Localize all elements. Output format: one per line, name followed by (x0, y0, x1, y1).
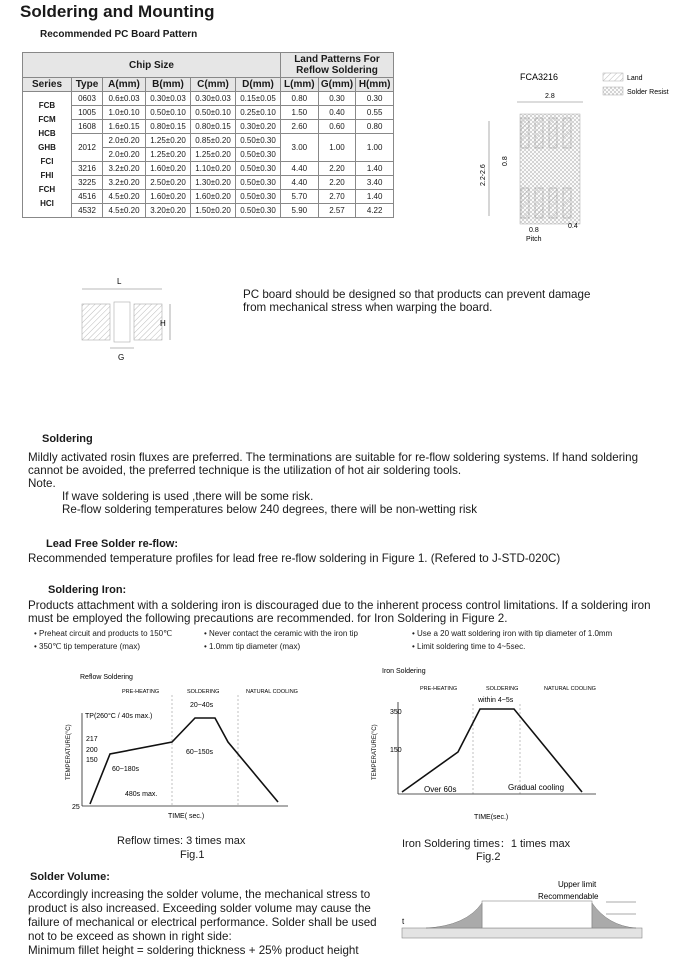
pad-left (82, 304, 110, 340)
soldering-note-2: Re-flow soldering temperatures below 240 degrees, there will be non-wetting risk (62, 503, 478, 516)
series-name: FHI (40, 170, 54, 180)
fig1-number: Fig.1 (180, 849, 205, 861)
iron-bullet: • Limit soldering time to 4~5sec. (412, 642, 526, 651)
series-name: FCH (38, 184, 56, 194)
table-cell: 4.5±0.20 (103, 204, 146, 218)
fig1-20-40s: 20~40s (190, 702, 214, 709)
fig2-phase-soldering: SOLDERING (486, 686, 519, 692)
fig1-60-150s: 60~150s (186, 749, 214, 756)
col-g: G(mm) (318, 78, 356, 92)
fca3216-diagram (465, 66, 675, 246)
volume-line: failure of mechanical or electrical performance. Solder shall be used (28, 916, 377, 929)
fig1-60-180s: 60~180s (112, 766, 140, 773)
series-name: FCB (38, 100, 56, 110)
volume-line: Accordingly increasing the solder volume, the mechanical stress to (28, 888, 371, 901)
fig2-number: Fig.2 (476, 851, 501, 863)
col-series: Series (23, 78, 72, 92)
table-cell: 0.50±0.30 (236, 204, 281, 218)
fig2-title: Iron Soldering (382, 668, 426, 675)
iron-bullet: • 350℃ tip temperature (max) (34, 642, 141, 651)
col-d: D(mm) (236, 78, 281, 92)
dim-l: L (117, 277, 122, 286)
table-cell: 1.25±0.20 (146, 148, 191, 162)
legend-resist: Solder Resist (627, 89, 669, 96)
fig2-y150: 150 (390, 747, 402, 754)
fig1-y200: 200 (86, 747, 98, 754)
table-cell: 0.15±0.05 (236, 92, 281, 106)
fig2-gradual: Gradual cooling (508, 783, 565, 792)
series-name: HCI (40, 198, 54, 208)
table-cell: 3.2±0.20 (103, 176, 146, 190)
iron-heading: Soldering Iron: (48, 584, 127, 596)
table-cell: 1.60±0.20 (191, 190, 236, 204)
pattern-subtitle: Recommended PC Board Pattern (40, 29, 198, 40)
recommendable-label: Recommendable (538, 892, 599, 901)
table-row (23, 106, 394, 120)
table-cell: 0.50±0.10 (146, 106, 191, 120)
fig2-y350: 350 (390, 709, 402, 716)
iron-bullet: • 1.0mm tip diameter (max) (204, 642, 301, 651)
iron-text: Products attachment with a soldering iron is discouraged due to the inherent process control limitations. If a soldering iron must be employed the following precautions are recommended. for Iron Soldering in Figure 2. (28, 599, 651, 625)
volume-line: Minimum fillet height = soldering thickness + 25% product height (28, 944, 359, 957)
col-l: L(mm) (281, 78, 319, 92)
table-cell: 0603 (72, 92, 103, 106)
table-cell: 0.55 (356, 106, 394, 120)
series-name: HCB (38, 128, 56, 138)
table-cell: 0.30 (356, 92, 394, 106)
table-row (23, 204, 394, 218)
table-cell: 2.0±0.20 (103, 134, 146, 148)
iron-bullet: • Use a 20 watt soldering iron with tip diameter of 1.0mm (412, 629, 613, 638)
volume-line: product is also increased. Exceeding solder volume may cause the (28, 902, 371, 915)
table-cell: 1.25±0.20 (146, 134, 191, 148)
table-cell: 2.60 (281, 120, 319, 134)
table-cell: 0.85±0.20 (191, 134, 236, 148)
col-type: Type (72, 78, 103, 92)
soldering-heading: Soldering (42, 433, 93, 445)
table-cell: 1.6±0.15 (103, 120, 146, 134)
fig2-over60: Over 60s (424, 785, 457, 794)
iron-profile-figure (368, 662, 608, 824)
pad-right (134, 304, 162, 340)
series-name: FCI (40, 156, 54, 166)
table-cell: 1.00 (318, 134, 356, 162)
table-cell: 0.40 (318, 106, 356, 120)
chip-size-header: Chip Size (23, 53, 281, 78)
col-c: C(mm) (191, 78, 236, 92)
dim-left: 2.2-2.6 (480, 164, 487, 186)
table-cell: 5.70 (281, 190, 319, 204)
table-cell: 1.60±0.20 (146, 162, 191, 176)
fig1-ylabel: TEMPERATURE(°C) (66, 724, 72, 780)
table-cell: 0.50±0.10 (191, 106, 236, 120)
table-cell: 1.40 (356, 162, 394, 176)
table-cell: 0.80±0.15 (191, 120, 236, 134)
table-cell: 3.2±0.20 (103, 162, 146, 176)
table-cell: 3225 (72, 176, 103, 190)
volume-heading: Solder Volume: (30, 871, 110, 883)
table-cell: 3.00 (281, 134, 319, 162)
table-cell: 0.80±0.15 (146, 120, 191, 134)
table-cell: 4516 (72, 190, 103, 204)
dim-g: G (118, 353, 125, 362)
table-cell: 2012 (72, 134, 103, 162)
dim-pitch: 0.8 (529, 227, 539, 234)
col-h: H(mm) (356, 78, 394, 92)
upper-limit-label: Upper limit (558, 880, 597, 889)
table-cell: 2.0±0.20 (103, 148, 146, 162)
table-cell: 1.30±0.20 (191, 176, 236, 190)
table-row (23, 92, 394, 106)
table-cell: 5.90 (281, 204, 319, 218)
pitch-label: Pitch (526, 236, 542, 243)
fig1-caption: Reflow times: 3 times max (117, 835, 246, 847)
land-pattern-diagram (74, 274, 184, 366)
table-cell: 0.50±0.30 (236, 162, 281, 176)
substrate (402, 928, 642, 938)
fig2-phase-preheat: PRE-HEATING (420, 686, 458, 692)
table-cell: 4.40 (281, 176, 319, 190)
table-cell: 0.50±0.30 (236, 148, 281, 162)
table-cell: 1.60±0.20 (146, 190, 191, 204)
table-row (23, 120, 394, 134)
table-cell: 3.40 (356, 176, 394, 190)
soldering-note: Note. (28, 477, 56, 490)
fillet-right (592, 903, 636, 928)
table-cell: 1.25±0.20 (191, 148, 236, 162)
table-cell: 2.20 (318, 176, 356, 190)
thickness-label: t (402, 917, 405, 926)
fig1-tp: TP(260°C / 40s max.) (85, 713, 153, 720)
fig1-profile-line (90, 718, 278, 804)
table-cell: 1.50 (281, 106, 319, 120)
table-cell: 3.20±0.20 (146, 204, 191, 218)
table-cell: 4.5±0.20 (103, 190, 146, 204)
table-cell: 2.20 (318, 162, 356, 176)
dim-mid: 0.8 (502, 156, 509, 166)
table-cell: 4.40 (281, 162, 319, 176)
fig2-caption: Iron Soldering times：1 times max (402, 838, 571, 850)
leadfree-text: Recommended temperature profiles for lead free re-flow soldering in Figure 1. (Refered to J-STD-020C) (28, 552, 561, 565)
fillet-left (426, 903, 482, 928)
table-cell: 0.50±0.30 (236, 134, 281, 148)
fig2-profile-line (402, 709, 582, 792)
series-name: GHB (38, 142, 56, 152)
dim-04: 0.4 (568, 223, 578, 230)
table-cell: 0.30±0.20 (236, 120, 281, 134)
table-cell: 4.22 (356, 204, 394, 218)
table-cell: 2.57 (318, 204, 356, 218)
table-row (23, 190, 394, 204)
dim-h: H (160, 319, 166, 328)
series-cell (23, 92, 72, 218)
table-row (23, 176, 394, 190)
land-pattern-header: Land Patterns For Reflow Soldering (281, 53, 394, 78)
table-cell: 0.30±0.03 (146, 92, 191, 106)
fig2-within: within 4~5s (478, 697, 514, 704)
fig2-phase-cooling: NATURAL COOLING (544, 686, 596, 692)
table-cell: 2.50±0.20 (146, 176, 191, 190)
chip-body (114, 302, 130, 342)
fig1-y25: 25 (72, 804, 80, 811)
legend-land-swatch (603, 73, 623, 81)
fig1-480s: 480s max. (125, 791, 158, 798)
table-cell: 0.50±0.30 (236, 190, 281, 204)
table-cell: 0.25±0.10 (236, 106, 281, 120)
table-row (23, 134, 394, 148)
fig1-phase-soldering: SOLDERING (187, 689, 220, 695)
solder-volume-diagram (396, 876, 666, 960)
table-cell: 0.30±0.03 (191, 92, 236, 106)
table-cell: 1.40 (356, 190, 394, 204)
table-cell: 0.80 (356, 120, 394, 134)
pcb-note: PC board should be designed so that products can prevent damage from mechanical stress when warping the board. (243, 288, 591, 314)
table-cell: 1.0±0.10 (103, 106, 146, 120)
table-row (23, 162, 394, 176)
fig1-phase-cooling: NATURAL COOLING (246, 689, 298, 695)
table-cell: 0.80 (281, 92, 319, 106)
fig2-ylabel: TEMPERATURE(°C) (372, 724, 378, 780)
chip-size-table (22, 52, 394, 218)
soldering-text: Mildly activated rosin fluxes are preferred. The terminations are suitable for re-flow soldering systems. If hand soldering cannot be avoided, the preferred technique is the utilization of hot air soldering tools. (28, 451, 639, 477)
table-cell: 1608 (72, 120, 103, 134)
fig2-xlabel: TIME(sec.) (474, 814, 509, 821)
table-cell: 0.60 (318, 120, 356, 134)
table-cell: 2.70 (318, 190, 356, 204)
reflow-profile-figure (60, 668, 300, 826)
page-title: Soldering and Mounting (20, 2, 215, 21)
table-cell: 1.10±0.20 (191, 162, 236, 176)
dim-top: 2.8 (545, 93, 555, 100)
chip-body (482, 901, 592, 928)
fca-title: FCA3216 (520, 72, 559, 82)
table-cell: 1.50±0.20 (191, 204, 236, 218)
legend-land: Land (627, 75, 643, 82)
fig1-y217: 217 (86, 736, 98, 743)
leadfree-heading: Lead Free Solder re-flow: (46, 538, 179, 550)
table-cell: 0.30 (318, 92, 356, 106)
soldering-note-1: If wave soldering is used ,there will be some risk. (62, 490, 314, 503)
legend-resist-swatch (603, 87, 623, 95)
fig1-y150: 150 (86, 757, 98, 764)
fig1-phase-preheat: PRE-HEATING (122, 689, 160, 695)
volume-line: not to be exceed as shown in right side: (28, 930, 232, 943)
table-cell: 0.50±0.30 (236, 176, 281, 190)
iron-bullet: • Preheat circuit and products to 150℃ (34, 629, 173, 638)
table-cell: 0.6±0.03 (103, 92, 146, 106)
series-name: FCM (38, 114, 56, 124)
table-cell: 1005 (72, 106, 103, 120)
iron-bullet: • Never contact the ceramic with the iron tip (204, 629, 358, 638)
col-a: A(mm) (103, 78, 146, 92)
table-cell: 4532 (72, 204, 103, 218)
table-cell: 3216 (72, 162, 103, 176)
table-cell: 1.00 (356, 134, 394, 162)
col-b: B(mm) (146, 78, 191, 92)
fig1-xlabel: TIME( sec.) (168, 813, 205, 820)
fig1-title: Reflow Soldering (80, 674, 133, 681)
